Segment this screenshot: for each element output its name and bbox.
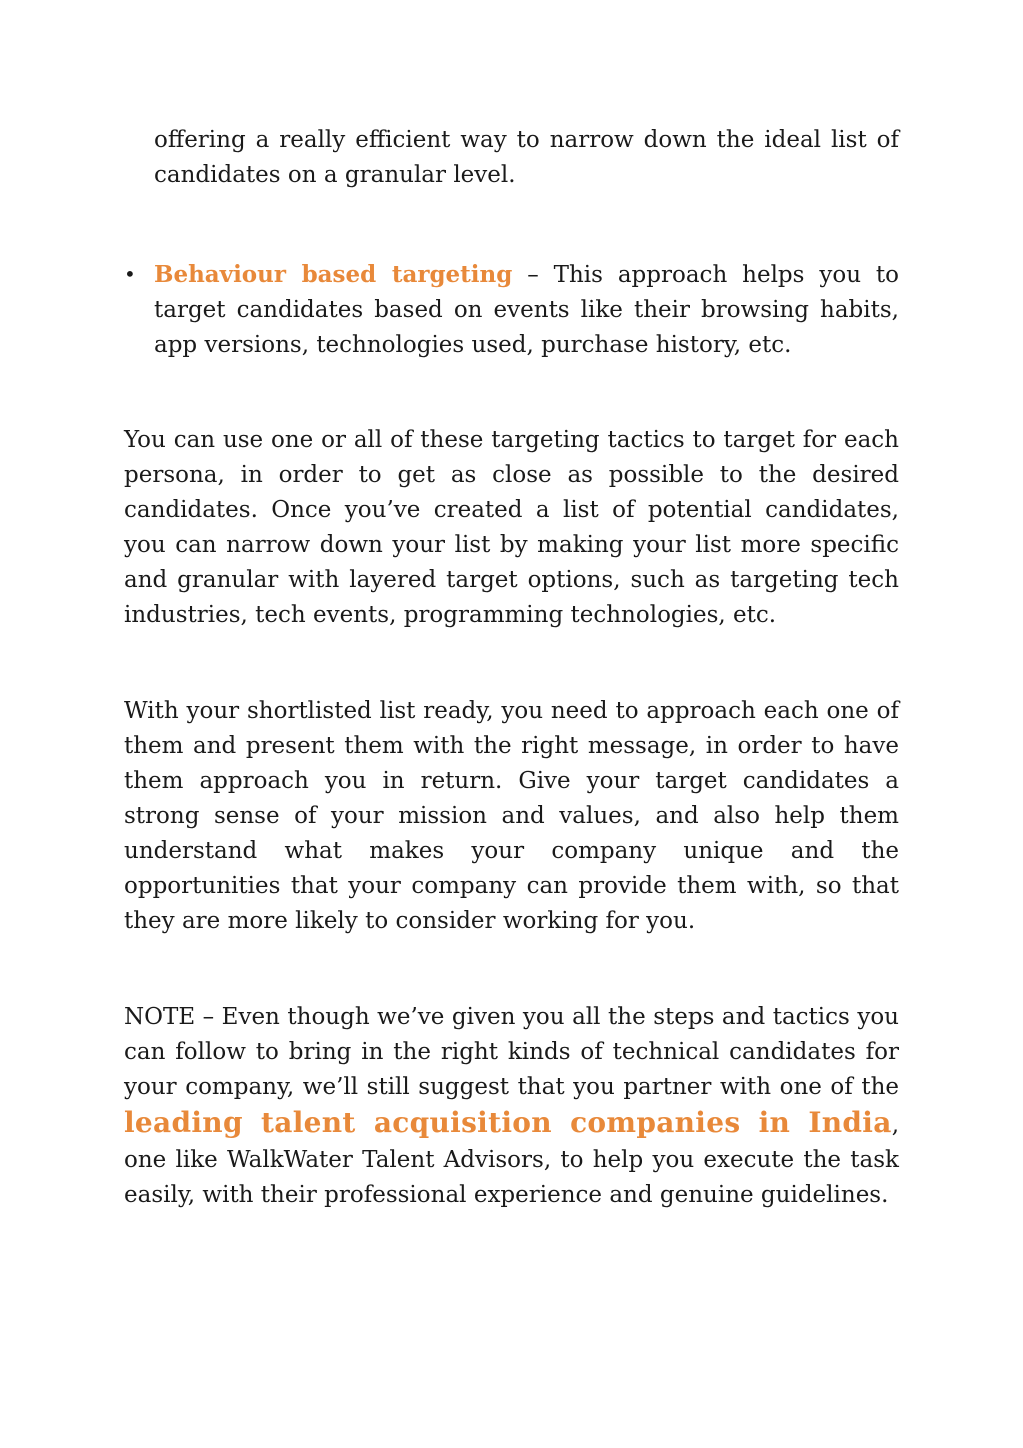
note-text-after: , one like WalkWater Talent Advisors, to help you execute the task easily, with their professional experience and genuine guidelines. — [124, 1112, 899, 1208]
bullet-title: Behaviour based targeting — [154, 261, 513, 288]
bullet-text: – This approach helps you to target candidates based on events like their browsing habits, app versions, technologies used, purchase history, etc. — [154, 262, 899, 358]
talent-acquisition-link[interactable]: leading talent acquisition companies in India — [124, 1106, 892, 1139]
bullet-marker: • — [124, 262, 136, 286]
paragraph-shortlisted-list: With your shortlisted list ready, you need to approach each one of them and present them with the right message, in order to have them approach you in return. Give your target candidates a strong sense of your mission and values, and also help them understand what makes your company unique and the opportunities that your company can provide them with, so that they are more likely to consider working for you. — [124, 698, 899, 934]
continuation-paragraph: offering a really efficient way to narrow down the ideal list of candidates on a granular level. — [154, 127, 899, 188]
paragraph-targeting-tactics: You can use one or all of these targeting tactics to target for each persona, in order to get as close as possible to the desired candidates. Once you’ve created a list of potential candidates, you can narrow down your list by making your list more specific and granular with layered target options, such as targeting tech industries, tech events, programming technologies, etc. — [124, 427, 899, 628]
note-paragraph — [124, 1000, 899, 1213]
bullet-item-behaviour-targeting — [154, 257, 899, 363]
note-text-before: NOTE – Even though we’ve given you all the steps and tactics you can follow to bring in the right kinds of technical candidates for your company, we’ll still suggest that you partner with one of the — [124, 1004, 899, 1100]
